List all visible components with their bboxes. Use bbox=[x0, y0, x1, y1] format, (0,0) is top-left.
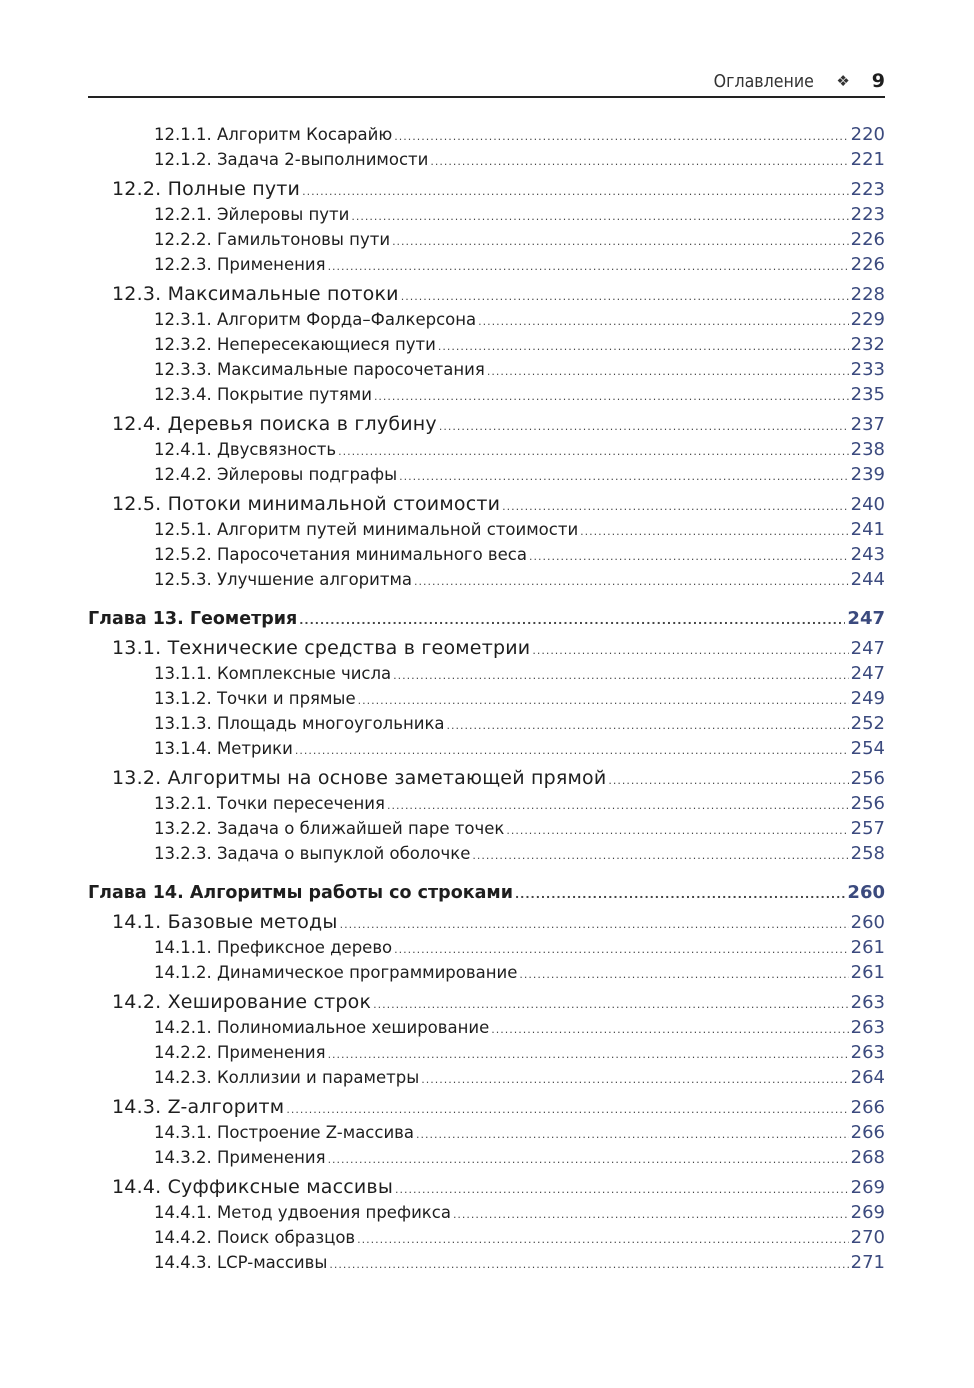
toc-page-number: 226 bbox=[850, 254, 885, 275]
toc-subsection[interactable] bbox=[88, 1200, 885, 1225]
toc-page-number: 270 bbox=[850, 1227, 885, 1248]
toc-subsection[interactable] bbox=[88, 686, 885, 711]
dot-leader bbox=[329, 1252, 848, 1277]
toc-page-number: 235 bbox=[850, 384, 885, 405]
toc-page-number: 238 bbox=[850, 439, 885, 460]
toc-page-number: 247 bbox=[850, 638, 885, 659]
dot-leader bbox=[395, 1177, 849, 1202]
dot-leader bbox=[502, 494, 848, 519]
toc-entry-title: 14.3. Z-алгоритм bbox=[112, 1096, 285, 1118]
toc-entry-title: 13.2.2. Задача о ближайшей паре точек bbox=[154, 819, 505, 838]
toc-section[interactable] bbox=[88, 1175, 885, 1200]
toc-subsection[interactable] bbox=[88, 382, 885, 407]
toc-section[interactable] bbox=[88, 1095, 885, 1120]
toc-entry-title: Глава 13. Геометрия bbox=[88, 609, 298, 629]
toc-entry-title: 13.1.1. Комплексные числа bbox=[154, 664, 392, 683]
toc-entry-title: 14.1.2. Динамическое программирование bbox=[154, 963, 518, 982]
toc-subsection[interactable] bbox=[88, 517, 885, 542]
toc-entry-title: 13.1.4. Метрики bbox=[154, 739, 293, 758]
toc-entry-title: 12.3. Максимальные потоки bbox=[112, 283, 399, 305]
toc-section[interactable] bbox=[88, 412, 885, 437]
toc-page-number: 229 bbox=[850, 309, 885, 330]
toc-entry-title: 14.4.1. Метод удвоения префикса bbox=[154, 1203, 451, 1222]
toc-entry-title: 12.5.2. Паросочетания минимального веса bbox=[154, 545, 527, 564]
toc-page-number: 254 bbox=[850, 738, 885, 759]
toc-entry-title: 14.2.1. Полиномиальное хеширование bbox=[154, 1018, 490, 1037]
dot-leader bbox=[447, 713, 849, 738]
toc-entry-title: 14.3.1. Построение Z-массива bbox=[154, 1123, 415, 1142]
dot-leader bbox=[393, 663, 848, 688]
dot-leader bbox=[580, 519, 848, 544]
toc-entry-title: 12.5.3. Улучшение алгоритма bbox=[154, 570, 413, 589]
toc-subsection[interactable] bbox=[88, 1065, 885, 1090]
dot-leader bbox=[519, 962, 848, 987]
toc-entry-title: 12.3.1. Алгоритм Форда–Фалкерсона bbox=[154, 310, 477, 329]
toc-page-number: 239 bbox=[850, 464, 885, 485]
dot-leader bbox=[299, 608, 845, 633]
dot-leader bbox=[532, 638, 848, 663]
dot-leader bbox=[302, 179, 849, 204]
dot-leader bbox=[374, 384, 849, 409]
running-header bbox=[88, 66, 885, 98]
toc-entry-title: 14.4. Суффиксные массивы bbox=[112, 1176, 394, 1198]
toc-entry-title: 12.2.1. Эйлеровы пути bbox=[154, 205, 350, 224]
toc-subsection[interactable] bbox=[88, 1225, 885, 1250]
toc-entry-title: 13.2. Алгоритмы на основе заметающей прямой bbox=[112, 767, 607, 789]
toc-page-number: 226 bbox=[850, 229, 885, 250]
toc-page-number: 247 bbox=[850, 663, 885, 684]
header-title: Оглавление bbox=[714, 70, 815, 92]
toc-entry-title: 14.4.3. LCP-массивы bbox=[154, 1253, 328, 1272]
toc-subsection[interactable] bbox=[88, 1015, 885, 1040]
toc-section[interactable] bbox=[88, 177, 885, 202]
toc-entry-title: 13.2.1. Точки пересечения bbox=[154, 794, 385, 813]
dot-leader bbox=[328, 254, 849, 279]
toc-entry-title: 14.1. Базовые методы bbox=[112, 911, 338, 933]
toc-subsection[interactable] bbox=[88, 147, 885, 172]
toc-page-number: 237 bbox=[850, 414, 885, 435]
toc-entry-title: 12.3.2. Непересекающиеся пути bbox=[154, 335, 436, 354]
toc-subsection[interactable] bbox=[88, 935, 885, 960]
dot-leader bbox=[387, 793, 849, 818]
table-of-contents bbox=[88, 122, 885, 1275]
dot-leader bbox=[439, 414, 849, 439]
toc-page-number: 256 bbox=[850, 793, 885, 814]
dot-leader bbox=[392, 229, 849, 254]
toc-entry-title: 13.1.3. Площадь многоугольника bbox=[154, 714, 445, 733]
toc-page-number: 220 bbox=[850, 124, 885, 145]
toc-entry-title: 14.2. Хеширование строк bbox=[112, 991, 372, 1013]
page-number: 9 bbox=[871, 70, 885, 92]
toc-entry-title: 12.3.3. Максимальные паросочетания bbox=[154, 360, 485, 379]
dot-leader bbox=[430, 149, 848, 174]
toc-section[interactable] bbox=[88, 282, 885, 307]
dot-leader bbox=[351, 204, 848, 229]
toc-subsection[interactable] bbox=[88, 841, 885, 866]
dot-leader bbox=[358, 688, 849, 713]
dot-leader bbox=[373, 992, 849, 1017]
toc-page-number: 260 bbox=[850, 912, 885, 933]
toc-subsection[interactable] bbox=[88, 332, 885, 357]
toc-entry-title: 12.3.4. Покрытие путями bbox=[154, 385, 372, 404]
toc-entry-title: 12.5.1. Алгоритм путей минимальной стоимости bbox=[154, 520, 579, 539]
toc-entry-title: 12.4.1. Двусвязность bbox=[154, 440, 337, 459]
dot-leader bbox=[472, 843, 848, 868]
toc-subsection[interactable] bbox=[88, 1145, 885, 1170]
toc-page-number: 261 bbox=[850, 962, 885, 983]
toc-page-number: 249 bbox=[850, 688, 885, 709]
toc-entry-title: 13.1.2. Точки и прямые bbox=[154, 689, 356, 708]
toc-entry-title: 12.1.2. Задача 2-выполнимости bbox=[154, 150, 429, 169]
dot-leader bbox=[478, 309, 849, 334]
toc-page-number: 266 bbox=[850, 1122, 885, 1143]
dot-leader bbox=[421, 1067, 848, 1092]
toc-subsection[interactable] bbox=[88, 791, 885, 816]
toc-page-number: 247 bbox=[847, 608, 885, 629]
dot-leader bbox=[394, 124, 848, 149]
toc-entry-title: 12.4. Деревья поиска в глубину bbox=[112, 413, 437, 435]
ornament-icon: ❖ bbox=[836, 72, 850, 90]
toc-subsection[interactable] bbox=[88, 437, 885, 462]
toc-page-number: 269 bbox=[850, 1177, 885, 1198]
dot-leader bbox=[416, 1122, 849, 1147]
toc-subsection[interactable] bbox=[88, 1120, 885, 1145]
toc-page-number: 257 bbox=[850, 818, 885, 839]
dot-leader bbox=[515, 882, 845, 907]
toc-entry-title: 14.2.2. Применения bbox=[154, 1043, 326, 1062]
toc-page-number: 264 bbox=[850, 1067, 885, 1088]
toc-page-number: 232 bbox=[850, 334, 885, 355]
toc-page-number: 263 bbox=[850, 992, 885, 1013]
toc-entry-title: 12.2.3. Применения bbox=[154, 255, 326, 274]
dot-leader bbox=[328, 1042, 849, 1067]
toc-section[interactable] bbox=[88, 990, 885, 1015]
toc-page-number: 256 bbox=[850, 768, 885, 789]
dot-leader bbox=[487, 359, 849, 384]
toc-subsection[interactable] bbox=[88, 960, 885, 985]
toc-page-number: 244 bbox=[850, 569, 885, 590]
toc-page-number: 268 bbox=[850, 1147, 885, 1168]
toc-subsection[interactable] bbox=[88, 227, 885, 252]
toc-entry-title: 12.5. Потоки минимальной стоимости bbox=[112, 493, 501, 515]
toc-chapter[interactable] bbox=[88, 880, 885, 905]
toc-page-number: 223 bbox=[850, 179, 885, 200]
toc-page-number: 261 bbox=[850, 937, 885, 958]
dot-leader bbox=[295, 738, 849, 763]
toc-section[interactable] bbox=[88, 910, 885, 935]
toc-page-number: 240 bbox=[850, 494, 885, 515]
toc-subsection[interactable] bbox=[88, 122, 885, 147]
toc-section[interactable] bbox=[88, 766, 885, 791]
toc-page-number: 263 bbox=[850, 1017, 885, 1038]
toc-section[interactable] bbox=[88, 636, 885, 661]
toc-subsection[interactable] bbox=[88, 736, 885, 761]
toc-chapter[interactable] bbox=[88, 606, 885, 631]
toc-subsection[interactable] bbox=[88, 202, 885, 227]
toc-subsection[interactable] bbox=[88, 357, 885, 382]
toc-page-number: 271 bbox=[850, 1252, 885, 1273]
dot-leader bbox=[286, 1097, 848, 1122]
toc-page-number: 260 bbox=[847, 882, 885, 903]
dot-leader bbox=[394, 937, 848, 962]
toc-section[interactable] bbox=[88, 492, 885, 517]
toc-page-number: 223 bbox=[850, 204, 885, 225]
toc-subsection[interactable] bbox=[88, 1040, 885, 1065]
toc-subsection[interactable] bbox=[88, 307, 885, 332]
dot-leader bbox=[608, 768, 848, 793]
toc-entry-title: 14.1.1. Префиксное дерево bbox=[154, 938, 393, 957]
toc-subsection[interactable] bbox=[88, 1250, 885, 1275]
toc-subsection[interactable] bbox=[88, 542, 885, 567]
toc-page-number: 221 bbox=[850, 149, 885, 170]
toc-entry-title: 13.1. Технические средства в геометрии bbox=[112, 637, 531, 659]
toc-subsection[interactable] bbox=[88, 711, 885, 736]
dot-leader bbox=[453, 1202, 849, 1227]
dot-leader bbox=[338, 439, 849, 464]
toc-entry-title: 12.2.2. Гамильтоновы пути bbox=[154, 230, 391, 249]
toc-page-number: 243 bbox=[850, 544, 885, 565]
dot-leader bbox=[414, 569, 849, 594]
dot-leader bbox=[340, 912, 849, 937]
toc-entry-title: 12.1.1. Алгоритм Косарайю bbox=[154, 125, 393, 144]
toc-page-number: 269 bbox=[850, 1202, 885, 1223]
toc-entry-title: 14.3.2. Применения bbox=[154, 1148, 326, 1167]
toc-page-number: 266 bbox=[850, 1097, 885, 1118]
toc-subsection[interactable] bbox=[88, 816, 885, 841]
toc-page-number: 233 bbox=[850, 359, 885, 380]
dot-leader bbox=[357, 1227, 848, 1252]
toc-entry-title: 12.4.2. Эйлеровы подграфы bbox=[154, 465, 398, 484]
toc-page-number: 228 bbox=[850, 284, 885, 305]
dot-leader bbox=[401, 284, 849, 309]
dot-leader bbox=[438, 334, 849, 359]
dot-leader bbox=[506, 818, 848, 843]
toc-subsection[interactable] bbox=[88, 462, 885, 487]
dot-leader bbox=[529, 544, 849, 569]
toc-subsection[interactable] bbox=[88, 661, 885, 686]
dot-leader bbox=[328, 1147, 849, 1172]
toc-entry-title: 12.2. Полные пути bbox=[112, 178, 301, 200]
toc-page-number: 258 bbox=[850, 843, 885, 864]
toc-subsection[interactable] bbox=[88, 252, 885, 277]
dot-leader bbox=[399, 464, 848, 489]
toc-subsection[interactable] bbox=[88, 567, 885, 592]
toc-entry-title: 13.2.3. Задача о выпуклой оболочке bbox=[154, 844, 471, 863]
toc-page-number: 263 bbox=[850, 1042, 885, 1063]
toc-entry-title: 14.2.3. Коллизии и параметры bbox=[154, 1068, 420, 1087]
toc-entry-title: Глава 14. Алгоритмы работы со строками bbox=[88, 883, 513, 903]
toc-entry-title: 14.4.2. Поиск образцов bbox=[154, 1228, 356, 1247]
toc-page-number: 252 bbox=[850, 713, 885, 734]
dot-leader bbox=[491, 1017, 848, 1042]
toc-page-number: 241 bbox=[850, 519, 885, 540]
